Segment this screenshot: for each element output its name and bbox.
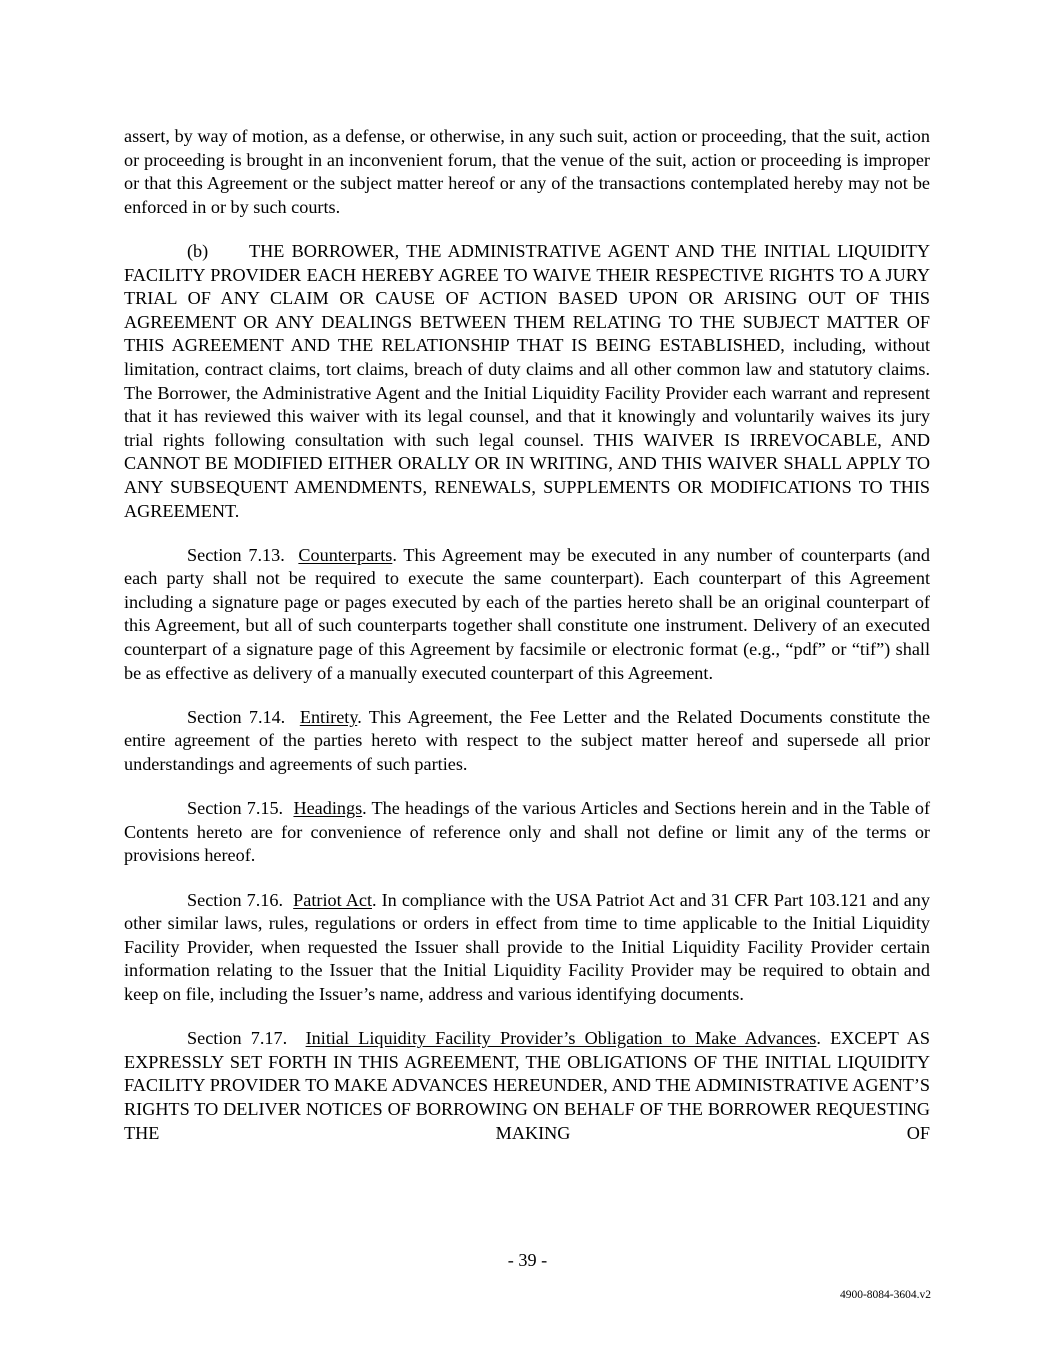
- paragraph-label: (b): [187, 240, 209, 261]
- section-body: . The headings of the various Articles and Sections herein and in the Table of Contents hereto are for convenience of reference only and shall not define or limit any of the terms or provisions hereof.: [124, 798, 931, 866]
- section-body: . This Agreement, the Fee Letter and the Related Documents constitute the entire agreement of the parties hereto with respect to the subject matter hereof and supersede all prior understandings and agreements of such parties.: [124, 706, 931, 775]
- jury-waiver-caps: THE BORROWER, THE ADMINISTRATIVE AGENT AND THE INITIAL LIQUIDITY FACILITY PROVIDER EACH HEREBY AGREE TO WAIVE THEIR RESPECTIVE RIGHTS TO A JURY TRIAL OF ANY CLAIM OR CAUSE OF ACTION BASED UPON OR ARISING OUT OF THIS AGREEMENT OR ANY DEALINGS BETWEEN THEM RELATING TO THE SUBJECT MATTER OF THIS AGREEMENT AND THE RELATIONSHIP THAT IS BEING ESTABLISHED,: [124, 240, 930, 356]
- document-id: 4900-8084-3604.v2: [839, 1289, 931, 1301]
- page-number: - 39 -: [507, 1250, 548, 1270]
- section-number: Section 7.16.: [187, 889, 284, 910]
- paragraph-continuation: assert, by way of motion, as a defense, or otherwise, in any such suit, action or proceeding, that the suit, action or proceeding is brought in an inconvenient forum, that the venue of the suit, action or proceeding is improper or that this Agreement or the subject matter hereof or any of the transactions contemplated hereby may not be enforced in or by such courts.: [124, 126, 930, 217]
- section-7-15: [124, 797, 930, 868]
- section-body: . In compliance with the USA Patriot Act and 31 CFR Part 103.121 and any other similar laws, rules, regulations or orders in effect from time to time applicable to the Initial Liquidity Facility Provider, when requested the Issuer shall provide to the Initial Liquidity Facility Provider certain information relating to the Issuer that the Initial Liquidity Facility Provider may be required to obtain and keep on file, including the Issuer’s name, address and various identifying documents.: [124, 889, 930, 1004]
- section-number: Section 7.14.: [187, 706, 286, 727]
- section-title: Patriot Act: [293, 889, 372, 910]
- section-7-14: [124, 706, 930, 777]
- section-title: Counterparts: [298, 544, 393, 565]
- document-body: [124, 125, 930, 1166]
- section-number: Section 7.13.: [187, 544, 285, 565]
- section-7-13: [124, 544, 930, 686]
- section-body: . This Agreement may be executed in any number of counterparts (and each party shall not be required to execute the same counterpart). Each counterpart of this Agreement including a signature page or pages executed by each of the parties hereto shall be an original counterpart of this Agreement, but all of such counterparts together shall constitute one instrument. Delivery of an executed counterpart of a signature page of this Agreement by facsimile or electronic format (e.g., “pdf” or “tif”) shall be as effective as delivery of a manually executed counterpart of this Agreement.: [124, 544, 930, 683]
- jury-waiver-body: including, without limitation, contract claims, tort claims, breach of duty claims and all other common law and statutory claims. The Borrower, the Administrative Agent and the Initial Liquidity Facility Provider each warrant and represent that it has reviewed this waiver with its legal counsel, and that it knowingly and voluntarily waives its jury trial rights following consultation with such legal counsel. THIS WAIVER IS IRREVOCABLE, AND CANNOT BE MODIFIED EITHER ORALLY OR IN WRITING, AND THIS WAIVER SHALL APPLY TO ANY SUBSEQUENT AMENDMENTS, RENEWALS, SUPPLEMENTS OR MODIFICATIONS TO THIS AGREEMENT.: [124, 335, 930, 521]
- section-title: Initial Liquidity Facility Provider’s Obligation to Make Advances: [305, 1028, 817, 1049]
- section-title: Entirety: [299, 706, 358, 727]
- section-number: Section 7.15.: [187, 798, 284, 819]
- section-7-16: [124, 889, 930, 1007]
- section-title: Headings: [293, 798, 363, 819]
- section-7-17: [124, 1027, 930, 1145]
- section-number: Section 7.17.: [187, 1028, 288, 1049]
- section-body: . EXCEPT AS EXPRESSLY SET FORTH IN THIS AGREEMENT, THE OBLIGATIONS OF THE INITIAL LIQUIDITY FACILITY PROVIDER TO MAKE ADVANCES HEREUNDER, AND THE ADMINISTRATIVE AGENT’S RIGHTS TO DELIVER NOTICES OF BORROWING ON BEHALF OF THE BORROWER REQUESTING THE MAKING OF: [124, 1028, 930, 1143]
- paragraph-jury-waiver: [124, 240, 930, 523]
